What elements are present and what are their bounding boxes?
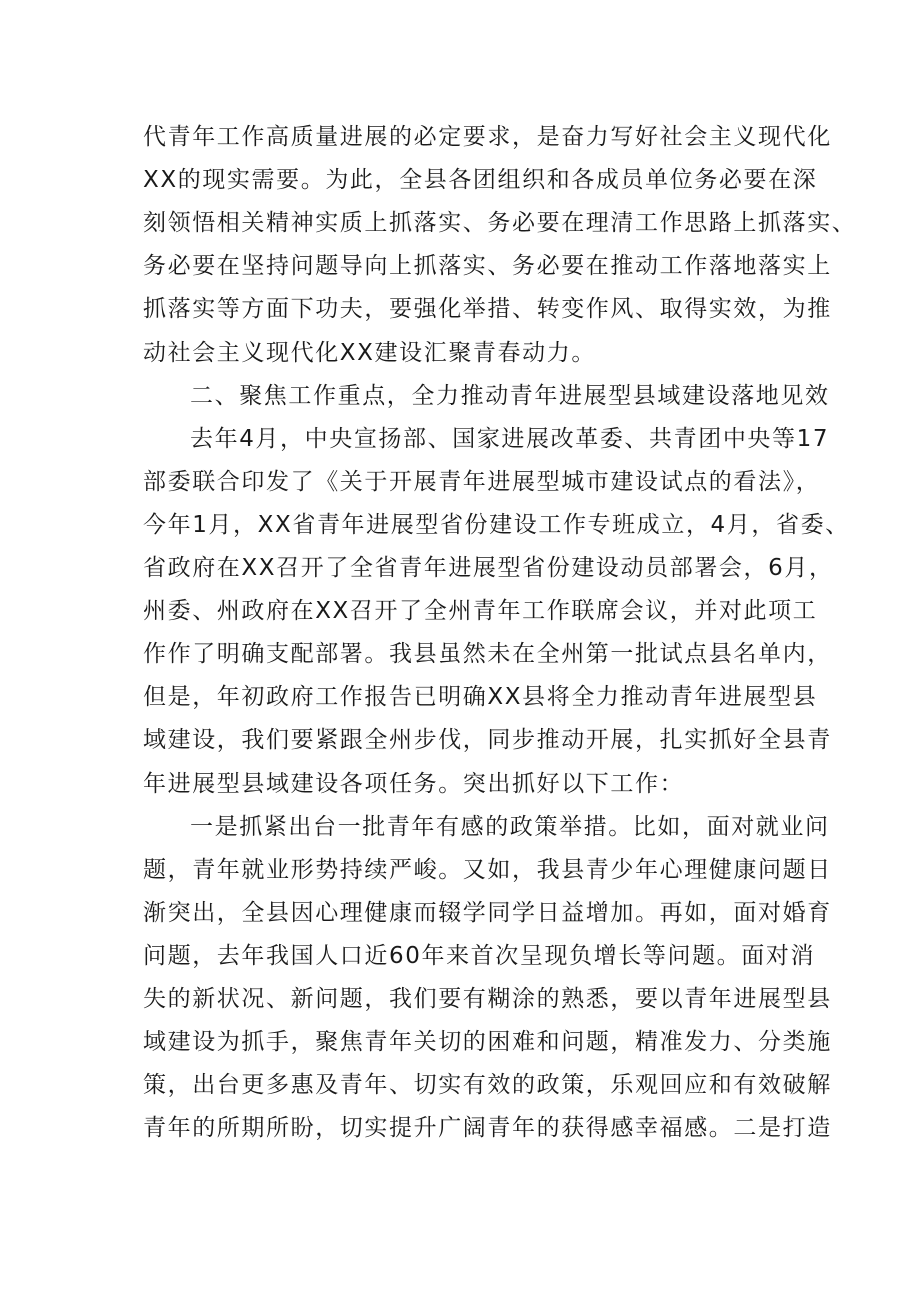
- text-line: 今年1月，XX省青年进展型省份建设工作专班成立，4月，省委、: [143, 511, 850, 538]
- text-line: 渐突出，全县因心理健康而辍学同学日益增加。再如，面对婚育: [143, 899, 832, 926]
- text-line: 一是抓紧出台一批青年有感的政策举措。比如，面对就业问: [190, 813, 830, 840]
- text-line: 动社会主义现代化XX建设汇聚青春动力。: [143, 339, 596, 366]
- text-line: 策，出台更多惠及青年、切实有效的政策，乐观回应和有效破解: [143, 1072, 832, 1099]
- text-line: 代青年工作高质量进展的必定要求，是奋力写好社会主义现代化: [143, 124, 832, 150]
- text-line: 青年的所期所盼，切实提升广阔青年的获得感幸福感。二是打造: [143, 1115, 832, 1142]
- text-line: XX的现实需要。为此，全县各团组织和各成员单位务必要在深: [143, 167, 818, 194]
- text-line: 作作了明确支配部署。我县虽然未在全州第一批试点县名单内，: [143, 641, 832, 668]
- text-line: 二、聚焦工作重点，全力推动青年进展型县域建设落地见效: [190, 382, 830, 409]
- text-line: 部委联合印发了《关于开展青年进展型城市建设试点的看法》，: [143, 468, 821, 495]
- text-line: 问题，去年我国人口近60年来首次呈现负增长等问题。面对消: [143, 942, 816, 969]
- text-line: 失的新状况、新问题，我们要有糊涂的熟悉，要以青年进展型县: [143, 986, 832, 1012]
- text-line: 省政府在XX召开了全省青年进展型省份建设动员部署会，6月，: [143, 555, 834, 581]
- text-line: 域建设，我们要紧跟全州步伐，同步推动开展，扎实抓好全县青: [143, 727, 832, 754]
- text-line: 刻领悟相关精神实质上抓落实、务必要在理清工作思路上抓落实、: [143, 210, 857, 237]
- text-line: 去年4月，中央宣扬部、国家进展改革委、共青团中央等17: [190, 425, 830, 452]
- text-line: 抓落实等方面下功夫，要强化举措、转变作风、取得实效，为推: [143, 296, 832, 323]
- text-line: 州委、州政府在XX召开了全州青年工作联席会议，并对此项工: [143, 598, 818, 625]
- text-line: 题，青年就业形势持续严峻。又如，我县青少年心理健康问题日: [143, 856, 832, 883]
- text-line: 域建设为抓手，聚焦青年关切的困难和问题，精准发力、分类施: [143, 1029, 832, 1056]
- text-line: 但是，年初政府工作报告已明确XX县将全力推动青年进展型县: [143, 684, 818, 711]
- text-line: 务必要在坚持问题导向上抓落实、务必要在推动工作落地落实上: [143, 253, 832, 280]
- text-line: 年进展型县域建设各项任务。突出抓好以下工作：: [143, 770, 685, 797]
